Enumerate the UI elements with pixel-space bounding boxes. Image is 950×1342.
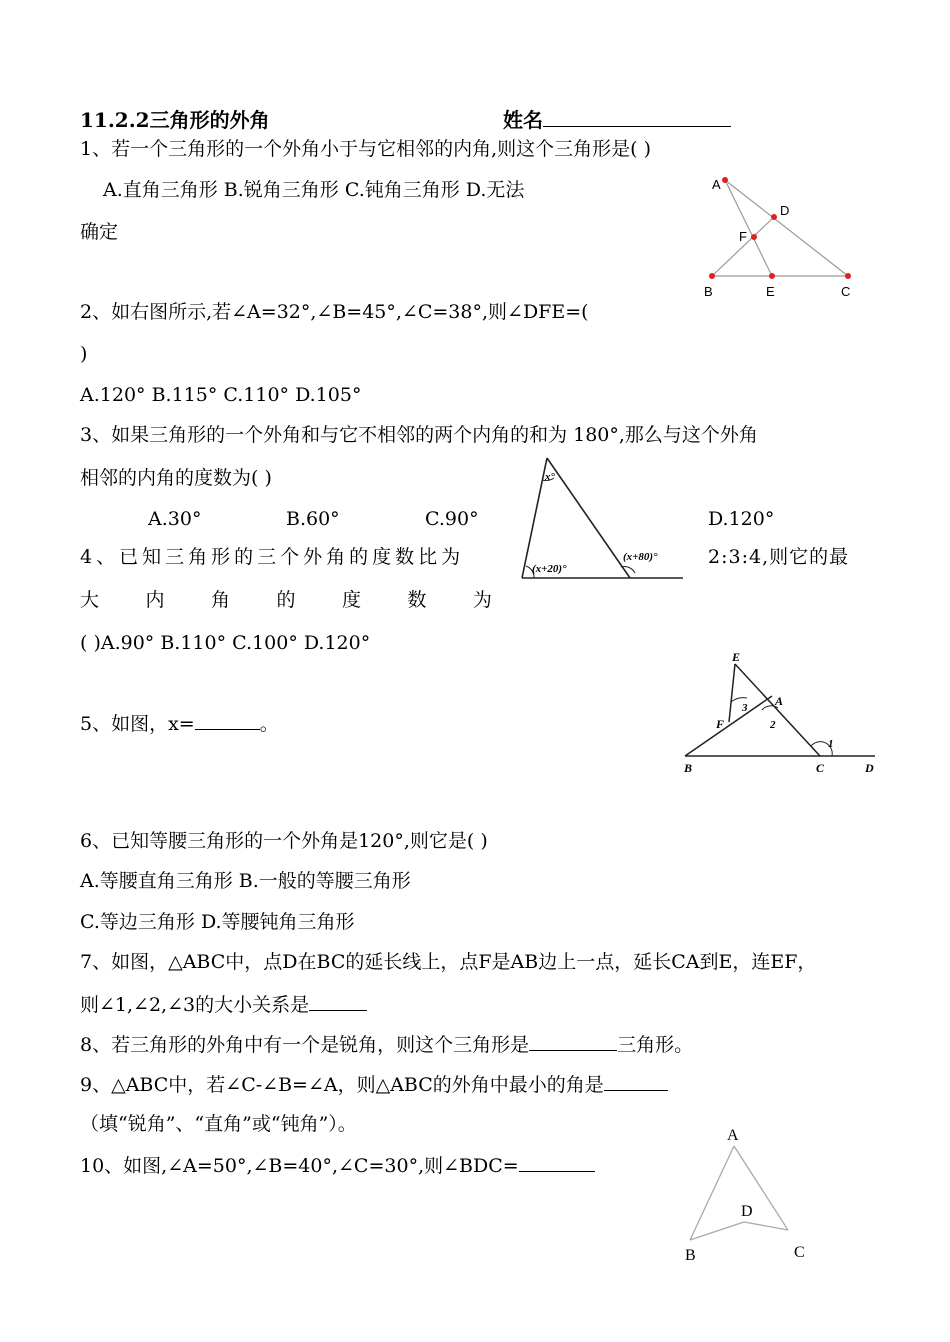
q4-char: 大 xyxy=(80,589,100,611)
q9-blank[interactable] xyxy=(604,1072,668,1091)
worksheet-title xyxy=(80,108,270,132)
q3-option-b: B.60° xyxy=(286,508,340,530)
figure-q2-triangle xyxy=(700,170,870,300)
q7-line-2 xyxy=(80,992,367,1017)
label-d: D xyxy=(780,203,790,218)
label-c: C xyxy=(794,1244,805,1261)
q4-stem-cont xyxy=(80,588,492,612)
q4-options: ( )A.90° B.110° C.100° D.120° xyxy=(80,632,371,654)
q6-options-2: C.等边三角形 D.等腰钝角三角形 xyxy=(80,911,355,933)
q10-stem: 10、如图,∠A=50°,∠B=40°,∠C=30°,则∠BDC= xyxy=(80,1155,519,1177)
q8-stem: 8、若三角形的外角中有一个是锐角，则这个三角形是 xyxy=(80,1034,530,1056)
q5-line xyxy=(80,711,279,736)
q1-options: A.直角三角形 B.锐角三角形 C.钝角三角形 D.无法 xyxy=(103,179,525,201)
q9-stem: 9、△ABC中，若∠C-∠B=∠A，则△ABC的外角中最小的角是 xyxy=(80,1074,604,1096)
top-angle-label: x° xyxy=(545,471,555,483)
label-f: F xyxy=(739,229,747,244)
angle-1-label: 1 xyxy=(828,738,834,750)
label-d: D xyxy=(865,761,874,775)
q6-options-1: A.等腰直角三角形 B.一般的等腰三角形 xyxy=(80,870,411,892)
q3-option-d: D.120° xyxy=(708,508,775,530)
q3-option-c: C.90° xyxy=(425,508,479,530)
figure-q10-dart xyxy=(680,1120,820,1270)
q6-stem: 6、已知等腰三角形的一个外角是120°,则它是( ) xyxy=(80,830,488,852)
point-b xyxy=(709,273,715,279)
name-field[interactable] xyxy=(503,108,731,132)
q4-char: 角 xyxy=(210,589,230,611)
q3-stem-cont: 相邻的内角的度数为( ) xyxy=(80,467,272,489)
label-b: B xyxy=(684,761,693,775)
q5-stem: 5、如图，x= xyxy=(80,713,195,735)
label-f: F xyxy=(716,717,725,731)
label-e: E xyxy=(766,284,775,299)
label-a: A xyxy=(775,694,784,708)
right-angle-label: (x+80)° xyxy=(623,551,658,563)
q4-char: 数 xyxy=(407,589,427,611)
figure-q5-triangle xyxy=(515,450,690,585)
q1-options-cont: 确定 xyxy=(80,221,119,243)
q8-blank[interactable] xyxy=(529,1032,617,1051)
label-a: A xyxy=(727,1127,739,1144)
label-e: E xyxy=(732,650,741,664)
title-text: 11.2.2三角形的外角 xyxy=(80,108,270,132)
q8-line xyxy=(80,1032,693,1057)
label-b: B xyxy=(704,284,713,299)
q2-options: A.120° B.115° C.110° D.105° xyxy=(80,384,362,406)
label-d: D xyxy=(741,1203,753,1220)
q9-line xyxy=(80,1072,668,1097)
q5-tail: 。 xyxy=(259,713,279,735)
figure-q7-triangle xyxy=(680,650,880,780)
point-f xyxy=(751,234,757,240)
angle-2-label: 2 xyxy=(770,719,776,731)
q4-char: 的 xyxy=(276,589,296,611)
q7-blank[interactable] xyxy=(309,992,367,1011)
q7-stem: 7、如图，△ABC中，点D在BC的延长线上，点F是AB边上一点，延长CA到E，连EF， xyxy=(80,951,817,973)
label-b: B xyxy=(685,1247,696,1264)
label-c: C xyxy=(841,284,851,299)
q4-char: 度 xyxy=(341,589,361,611)
q9-stem-cont: （填“锐角”、“直角”或“钝角”）。 xyxy=(80,1113,357,1135)
q10-line xyxy=(80,1153,595,1178)
q2-stem-cont: ) xyxy=(80,343,88,365)
q2-stem: 2、如右图所示,若∠A=32°,∠B=45°,∠C=38°,则∠DFE=( xyxy=(80,301,589,323)
q1-stem: 1、若一个三角形的一个外角小于与它相邻的内角,则这个三角形是( ) xyxy=(80,138,651,160)
q4-char: 内 xyxy=(145,589,165,611)
point-a xyxy=(722,177,728,183)
label-c: C xyxy=(816,761,825,775)
name-label: 姓名 xyxy=(503,108,543,132)
q5-blank[interactable] xyxy=(195,711,260,730)
q4-stem-right: 2:3:4,则它的最 xyxy=(708,546,850,568)
label-a: A xyxy=(712,177,721,192)
q4-stem-left: 4、已知三角形的三个外角的度数比为 xyxy=(80,546,465,568)
point-c xyxy=(845,273,851,279)
q8-tail: 三角形。 xyxy=(617,1034,694,1056)
point-d xyxy=(771,214,777,220)
left-angle-label: (x+20)° xyxy=(532,563,567,575)
name-blank[interactable] xyxy=(543,108,731,127)
q3-option-a: A.30° xyxy=(148,508,202,530)
q4-char: 为 xyxy=(472,589,492,611)
point-e xyxy=(769,273,775,279)
q10-blank[interactable] xyxy=(519,1153,595,1172)
q7-stem-cont: 则∠1,∠2,∠3的大小关系是 xyxy=(80,994,310,1016)
q3-stem: 3、如果三角形的一个外角和与它不相邻的两个内角的和为 180°,那么与这个外角 xyxy=(80,424,758,446)
angle-3-label: 3 xyxy=(742,702,748,714)
